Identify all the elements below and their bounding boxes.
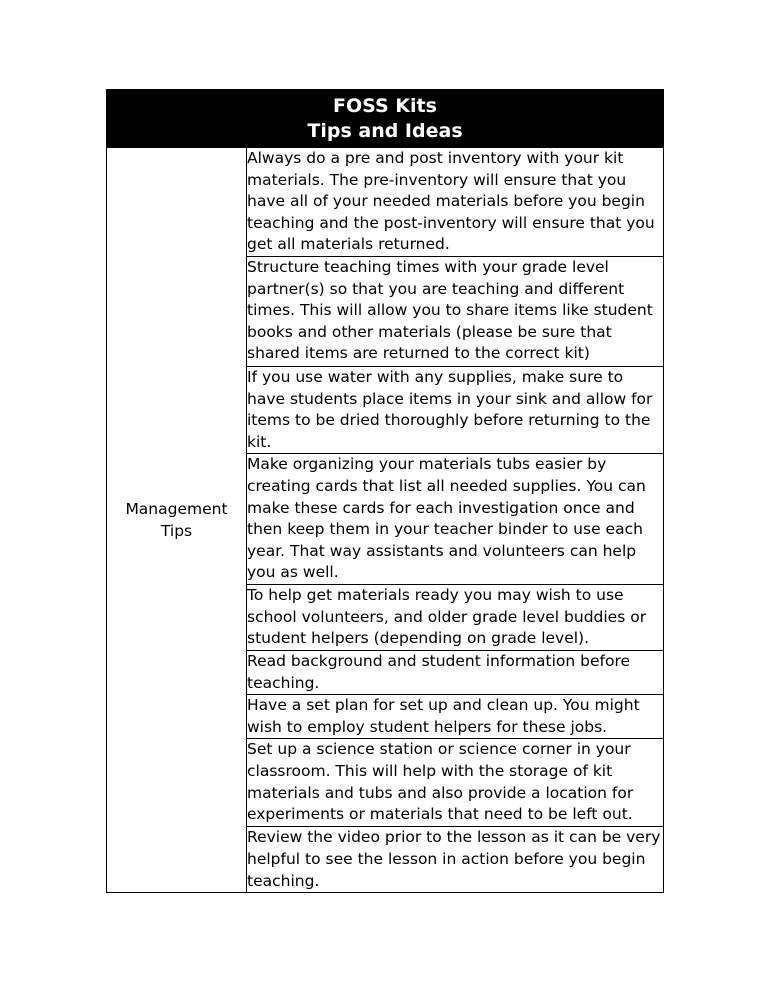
tip-cell-background: Read background and student information before teaching.	[247, 650, 664, 694]
category-cell	[107, 148, 247, 893]
title-line-2: Tips and Ideas	[307, 119, 463, 142]
category-line-1: Management	[125, 500, 228, 519]
tip-cell-volunteers: To help get materials ready you may wish to use school volunteers, and older grade level buddies or student helpers (depending on grade level).	[247, 584, 664, 650]
tip-cell-teaching-times: Structure teaching times with your grade level partner(s) so that you are teaching and different times. This will allow you to share items like student books and other materials (please be sure that shared items are returned to the correct kit)	[247, 257, 664, 367]
table-header-row	[107, 90, 664, 148]
table-row	[107, 148, 664, 257]
category-line-2: Tips	[160, 522, 193, 541]
tip-cell-organizing: Make organizing your materials tubs easier by creating cards that list all needed supplies. You can make these cards for each investigation once and then keep them in your teacher binder to use each year. That way assistants and volunteers can help you as well.	[247, 454, 664, 585]
tips-table	[106, 89, 664, 893]
tip-cell-setup-cleanup: Have a set plan for set up and clean up. You might wish to employ student helpers for these jobs.	[247, 695, 664, 739]
tip-cell-video: Review the video prior to the lesson as it can be very helpful to see the lesson in action before you begin teaching.	[247, 827, 664, 893]
tip-cell-science-station: Set up a science station or science corner in your classroom. This will help with the storage of kit materials and tubs and also provide a location for experiments or materials that need to be left out.	[247, 739, 664, 827]
title-line-1: FOSS Kits	[333, 94, 437, 117]
tip-cell-inventory: Always do a pre and post inventory with your kit materials. The pre-inventory will ensure that you have all of your needed materials before you begin teaching and the post-inventory will ensure that you get all materials returned.	[247, 148, 664, 257]
table-title	[107, 90, 664, 148]
tip-cell-water: If you use water with any supplies, make sure to have students place items in your sink and allow for items to be dried thoroughly before returning to the kit.	[247, 367, 664, 454]
